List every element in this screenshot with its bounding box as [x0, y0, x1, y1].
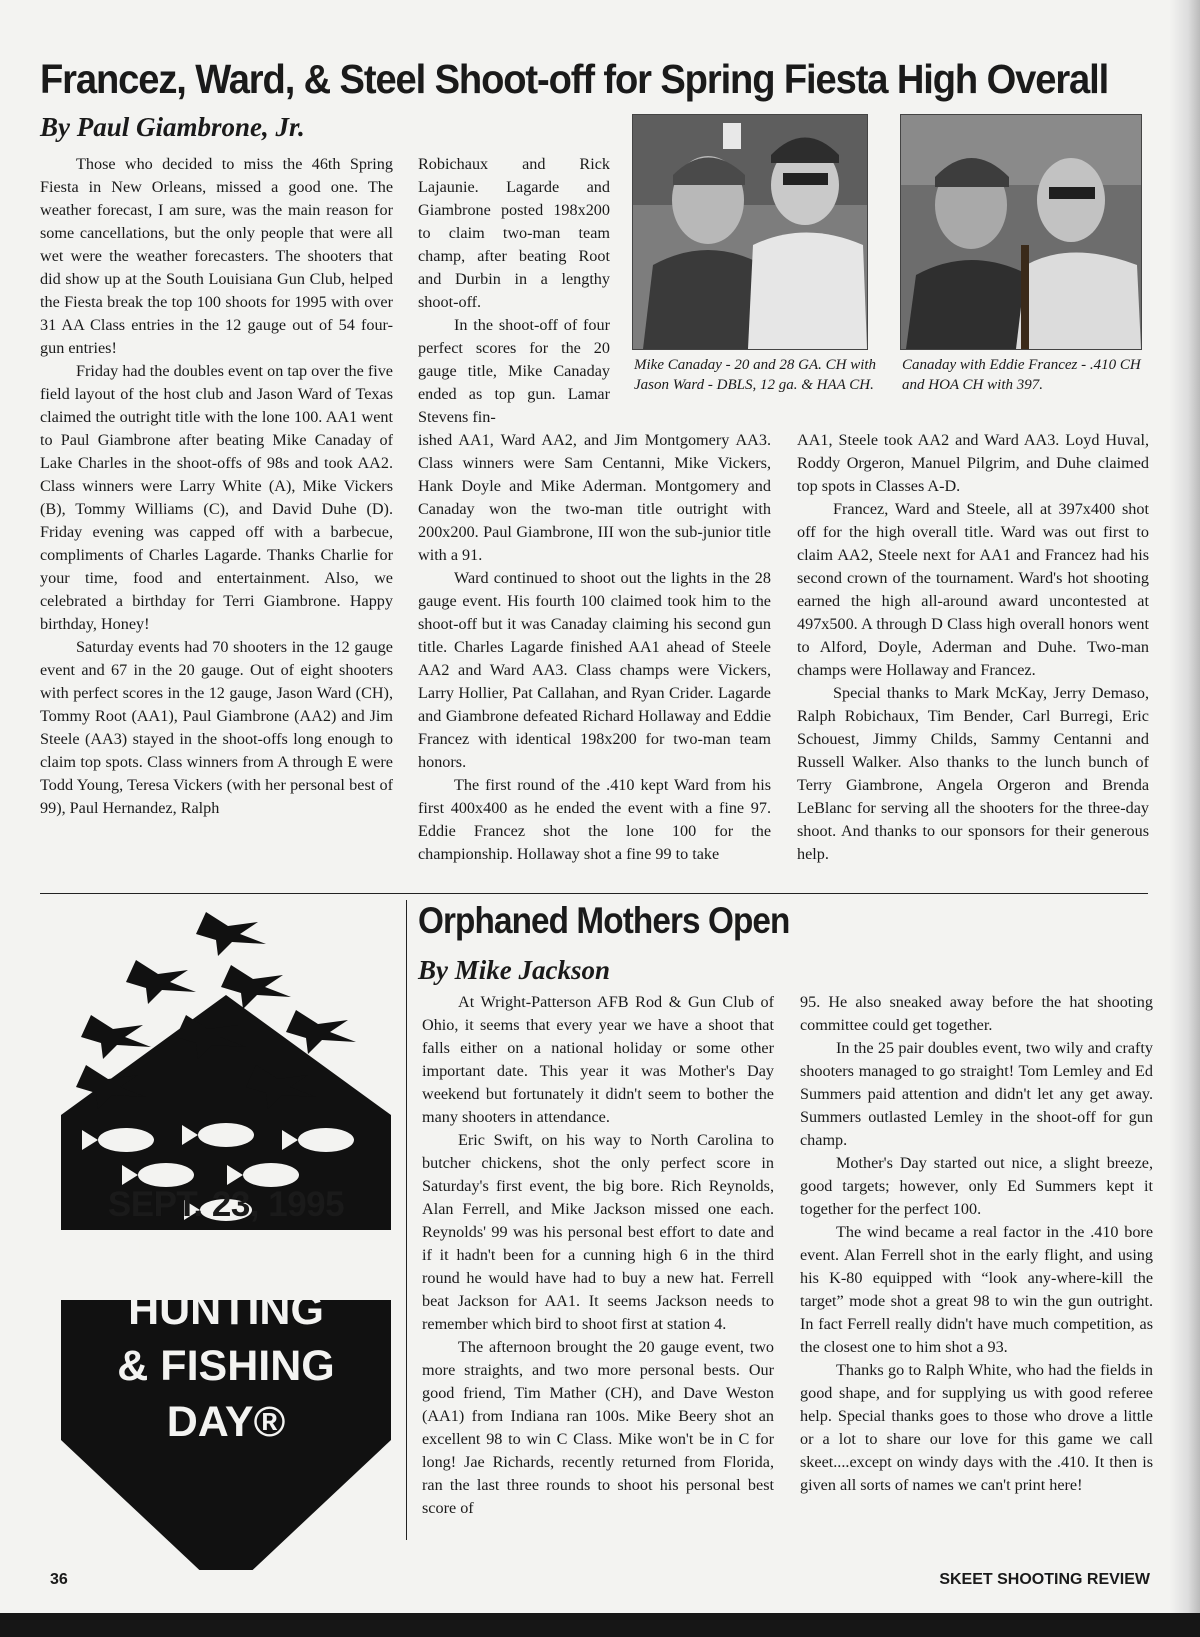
ad-line: & FISHING — [117, 1342, 335, 1390]
photo-canaday-francez-image — [901, 115, 1141, 349]
paragraph: Francez, Ward and Steele, all at 397x400 shot off for the high overall title. Ward was out first to claim AA2, Steele next for AA1 and Francez had his second crown of the tournament. Ward's hot shooting earned the high all-around award uncontested at 497x500. A through D Class high overall honors went to Alford, Doyle, Aderman and Duhe. Two-man champs were Hollaway and Francez. — [797, 500, 1149, 679]
paragraph: At Wright-Patterson AFB Rod & Gun Club of Ohio, it seems that every year we have a shoot that falls either on a national holiday or some other important date. This year it was Mother's Day weekend but fortunately it didn't seem to bother the many shooters in attendance. — [422, 993, 774, 1126]
article2-column-2 — [800, 991, 1153, 1497]
article-byline: By Paul Giambrone, Jr. — [40, 112, 305, 142]
paragraph: Eric Swift, on his way to North Carolina to butcher chickens, shot the only perfect score in Saturday's first event, the big bore. Rich Reynolds, Alan Ferrell, and Mike Jackson missed one each. Reynolds' 99 was his personal best effort to date and if it hadn't been for a cunning high 6 in the third round he would have had to buy a new hat. Ferrell beat Jackson for AA1. It seems Jackson needs to remember which bird to shoot first at station 4. — [422, 1131, 774, 1333]
ad-headline — [56, 1226, 396, 1450]
paragraph: Ward continued to shoot out the lights in the 28 gauge event. His fourth 100 claimed took him to the shoot-off but it was Canaday claiming his second gun title. Charles Lagarde finished AA1 ahead of Steele AA2 and Ward AA3. Class champs were Vickers, Larry Hollier, Pat Callahan, and Ryan Crider. Lagarde and Giambrone defeated Richard Hollaway and Eddie Francez with identical 198x200 for two-man team honors. — [418, 569, 771, 771]
column-divider — [406, 900, 407, 1540]
paragraph: ished AA1, Ward AA2, and Jim Montgomery AA3. Class winners were Sam Centanni, Mike Vickers, Hank Doyle and Mike Aderman. Montgomery and Canaday won the two-man title outright with 200x200. Paul Giambrone, III won the sub-junior title with a 91. — [418, 431, 771, 564]
paragraph: AA1, Steele took AA2 and Ward AA3. Loyd Huval, Roddy Orgeron, Manuel Pilgrim, and Duhe claimed top spots in Classes A-D. — [797, 431, 1149, 495]
article-column-1 — [40, 153, 393, 820]
paragraph: Thanks go to Ralph White, who had the fields in good shape, and for supplying us with good referee help. Special thanks goes to those who drove a little or a lot to share our love for this game we call skeet....except on windy days with the .410. It then is given all sorts of names we can't print here! — [800, 1361, 1153, 1494]
section-divider — [40, 893, 1148, 894]
hunting-fishing-day-ad — [56, 900, 396, 1570]
paragraph: The wind became a real factor in the .410 bore event. Alan Ferrell shot in the early flight, and using his K-80 equipped with “look any-where-kill the target” mode shot a great 98 to win the gun outright. In fact Ferrell really didn't have much competition, as the closest one to him shot a 93. — [800, 1223, 1153, 1356]
page-number: 36 — [50, 1571, 68, 1588]
paragraph: Friday had the doubles event on tap over the five field layout of the host club and Jason Ward of Texas claimed the outright title with the lone 100. AA1 went to Paul Giambrone after beating Mike Canaday of Lake Charles in the shoot-offs of 98s and took AA2. Class winners were Larry White (A), Mike Vickers (B), Tommy Williams (C), and David Duhe (D). Friday evening was capped off with a barbecue, compliments of Charles Lagarde. Thanks Charlie for your time, food and entertainment. Also, we celebrated a birthday for Terri Giambrone. Happy birthday, Honey! — [40, 362, 393, 633]
photo-canaday-francez — [900, 114, 1142, 350]
paragraph: Those who decided to miss the 46th Spring Fiesta in New Orleans, missed a good one. The weather forecast, I am sure, was the main reason for some cancellations, but the only people that were all wet were the weather forecasters. The shooters that did show up at the South Louisiana Gun Club, helped the Fiesta break the top 100 shoots for 1995 with over 31 AA Class entries in the 12 gauge out of 54 four-gun entries! — [40, 155, 393, 357]
ad-line: HUNTING — [128, 1286, 324, 1334]
paragraph: In the shoot-off of four perfect scores for the 20 gauge title, Mike Canaday ended as top gun. Lamar Stevens fin- — [418, 316, 610, 426]
photo-caption: Mike Canaday - 20 and 28 GA. CH with Jason Ward - DBLS, 12 ga. & HAA CH. — [634, 357, 877, 393]
paragraph: Saturday events had 70 shooters in the 12 gauge event and 67 in the 20 gauge. Out of eight shooters with perfect scores in the 12 gauge, Jason Ward (CH), Tommy Root (AA1), Paul Giambrone (AA2) and Jim Steele (AA3) stayed in the shoot-offs long enough to claim top spots. Class winners from A through E were Todd Young, Teresa Vickers (with her personal best of 99), Paul Hernandez, Ralph — [40, 638, 393, 817]
photo-caption: Canaday with Eddie Francez - .410 CH and HOA CH with 397. — [902, 357, 1141, 393]
article-column-3 — [797, 429, 1149, 866]
photo-canaday-ward — [632, 114, 868, 350]
page-edge-shadow — [1170, 0, 1200, 1637]
ad-line: NATIONAL — [116, 1230, 336, 1278]
article-title-2: Orphaned Mothers Open — [418, 900, 790, 941]
article-column-2-bottom — [418, 429, 771, 866]
paragraph: The afternoon brought the 20 gauge event, two more straights, and two more personal bests. Our good friend, Tim Mather (CH), and Dave Weston (AA1) from Indiana ran 100s. Mike Beery shot an excellent 98 to win C Class. Mike won't be in C for long! Jae Richards, recently returned from Florida, ran the last three rounds to shoot his personal best score of — [422, 1338, 774, 1517]
magazine-name: SKEET SHOOTING REVIEW — [939, 1571, 1150, 1588]
paragraph: In the 25 pair doubles event, two wily and crafty shooters managed to go straight! Tom Lemley and Ed Summers paid attention and didn't let any get away. Summers outlasted Lemley in the shoot-off for gun champ. — [800, 1039, 1153, 1149]
paragraph: Special thanks to Mark McKay, Jerry Demaso, Ralph Robichaux, Tim Bender, Carl Burregi, Eric Schouest, Jimmy Childs, Sammy Centanni and Russell Walker. Also thanks to the lunch bunch of Terry Giambrone, Angela Orgeron and Brenda LeBlanc for serving all the shooters for the three-day shoot. And thanks to our sponsors for their generous help. — [797, 684, 1149, 863]
scan-border — [0, 1613, 1200, 1637]
article-column-2-top — [418, 153, 610, 429]
ad-date: SEPT. 23, 1995 — [107, 1185, 345, 1224]
paragraph: Mother's Day started out nice, a slight breeze, good targets; however, only Ed Summers kept it together for the perfect 100. — [800, 1154, 1153, 1218]
article-title: Francez, Ward, & Steel Shoot-off for Spring Fiesta High Overall — [40, 56, 1109, 102]
paragraph: Robichaux and Rick Lajaunie. Lagarde and Giambrone posted 198x200 to claim two-man team champ, after beating Root and Durbin in a lengthy shoot-off. — [418, 155, 610, 311]
paragraph: 95. He also sneaked away before the hat shooting committee could get together. — [800, 993, 1153, 1034]
ad-line: DAY® — [166, 1398, 286, 1446]
article-byline-2: By Mike Jackson — [418, 955, 610, 985]
photo-canaday-ward-image — [633, 115, 867, 349]
article2-column-1 — [422, 991, 774, 1520]
paragraph: The first round of the .410 kept Ward from his first 400x400 as he ended the event with a fine 97. Eddie Francez shot the lone 100 for the championship. Hollaway shot a fine 99 to take — [418, 776, 771, 863]
